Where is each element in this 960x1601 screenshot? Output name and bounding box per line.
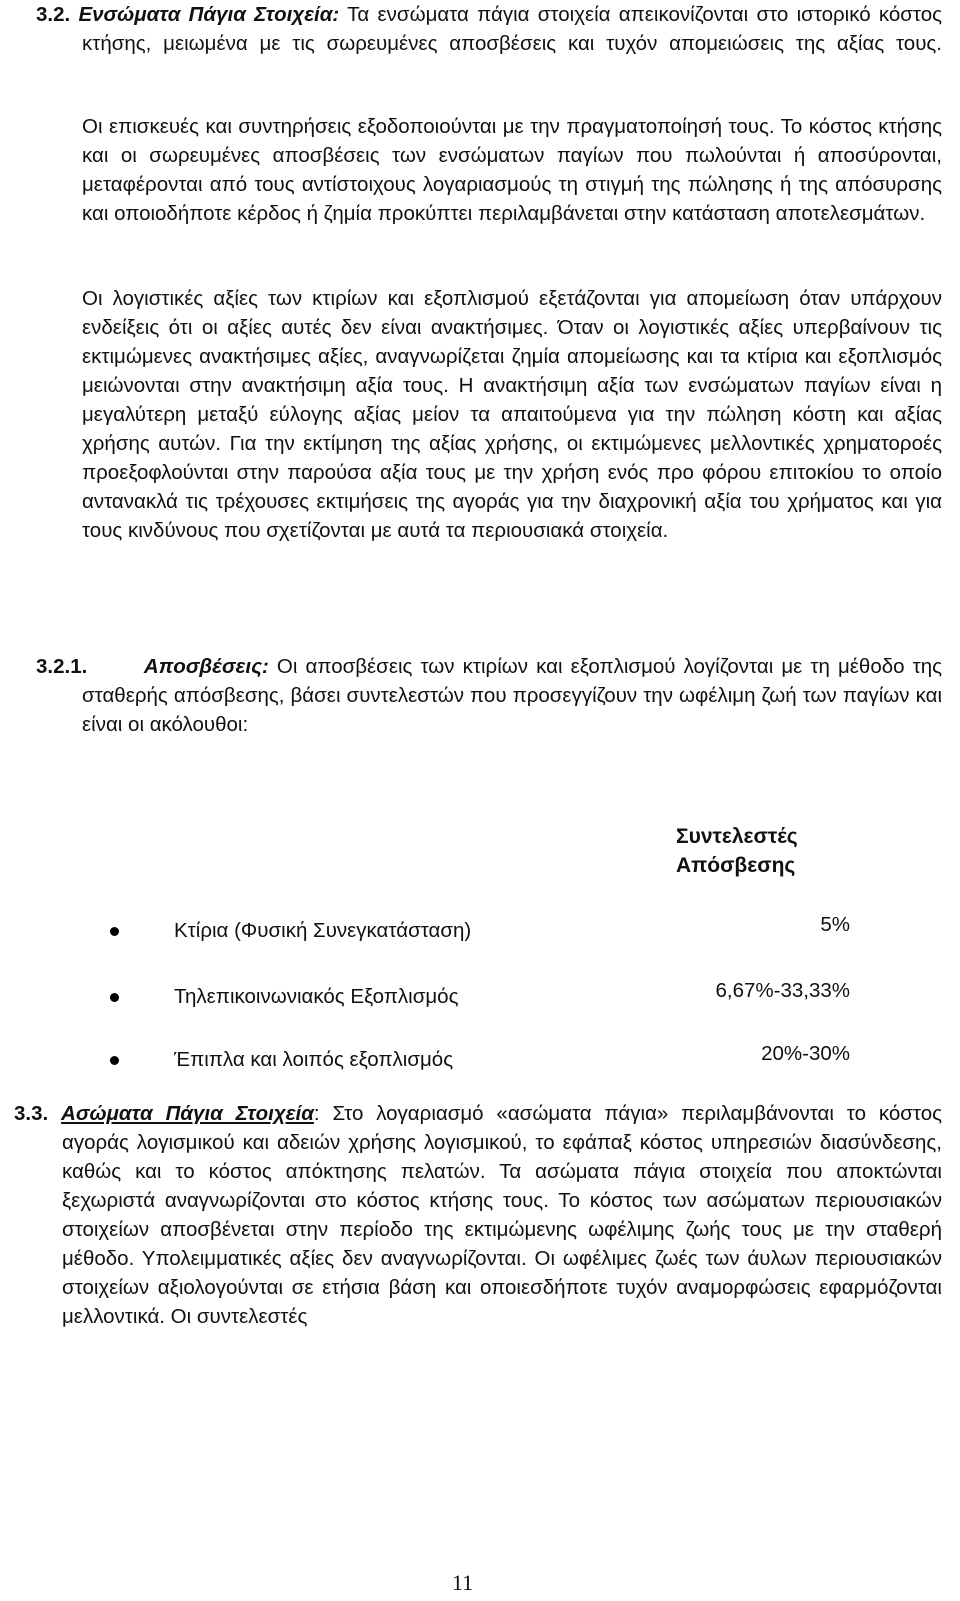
rates-column-header bbox=[676, 822, 876, 880]
section-text: Στο λογαριασμό «ασώματα πάγια» περιλαμβάνονται το κόστος αγοράς λογισμικού και αδειών χρήσης λογισμικού, το εφάπαξ κόστος υπηρεσιών διασύνδεσης, καθώς και το κόστος απόκτησης πελατών. Τα ασώματα πάγια στοιχεία που αποκτώνται ξεχωριστά αναγνωρίζονται στο κόστος κτήσης τους. Το κόστος των ασώματων περιουσιακών στοιχείων αποσβένεται στην περίοδο της εκτιμώμενης ωφέλιμης ζωής τους με την σταθερή μέθοδο. Υπολειμματικές αξίες δεν αναγνωρίζονται. Οι ωφέλιμες ζωές των άυλων περιουσιακών στοιχείων αξιολογούνται σε ετήσια βάση και οποιεσδήποτε τυχόν αναμορφώσεις εφαρμόζονται μελλοντικά. Οι συντελεστές bbox=[62, 1102, 942, 1328]
section-3-2-intro bbox=[36, 0, 942, 58]
rate-value: 5% bbox=[820, 913, 850, 936]
section-title: Ασώματα Πάγια Στοιχεία bbox=[61, 1102, 314, 1125]
subsection-title: Αποσβέσεις: bbox=[143, 655, 269, 678]
section-title-colon: : bbox=[313, 1102, 320, 1125]
section-3-3 bbox=[14, 1099, 942, 1331]
subsection-number: 3.2.1. bbox=[36, 655, 88, 678]
section-3-2-1 bbox=[36, 652, 942, 739]
rate-row-furniture bbox=[110, 1042, 850, 1075]
rate-label: Τηλεπικοινωνιακός Εξοπλισμός bbox=[174, 985, 459, 1008]
rate-label: Κτίρια (Φυσική Συνεγκατάσταση) bbox=[174, 919, 472, 942]
page-number: 11 bbox=[452, 1570, 474, 1595]
rate-row-buildings bbox=[110, 913, 850, 946]
rate-row-telecom-equipment bbox=[110, 979, 850, 1012]
rates-header-line1: Συντελεστές bbox=[676, 825, 798, 848]
section-number: 3.2. bbox=[36, 3, 71, 26]
impairment-paragraph: Οι λογιστικές αξίες των κτιρίων και εξοπλισμού εξετάζονται για απομείωση όταν υπάρχουν ενδείξεις ότι οι αξίες αυτές δεν είναι ανακτήσιμες. Όταν οι λογιστικές αξίες υπερβαίνουν τις εκτιμώμενες ανακτήσιμες αξίες, αναγνωρίζεται ζημία απομείωσης και τα κτίρια και εξοπλισμός μειώνονται στην ανακτήσιμη αξία τους. Η ανακτήσιμη αξία των ενσώματων παγίων είναι η μεγαλύτερη μεταξύ εύλογης αξίας μείον τα απαιτούμενα για την πώληση κόστη και αξίας χρήσης αυτών. Για την εκτίμηση της αξίας χρήσης, οι εκτιμώμενες μελλοντικές χρηματοροές προεξοφλούνται στην παρούσα αξία τους με την χρήση ενός προ φόρου επιτοκίου το οποίο αντανακλά τις τρέχουσες εκτιμήσεις της αγοράς για την διαχρονική αξία του χρήματος και για τους κινδύνους που σχετίζονται με αυτά τα περιουσιακά στοιχεία. bbox=[82, 287, 942, 542]
rate-value: 20%-30% bbox=[761, 1042, 850, 1065]
bullet-icon bbox=[110, 993, 119, 1002]
section-intro-text: Τα ενσώματα πάγια στοιχεία απεικονίζονται στο ιστορικό κόστος κτήσης, μειωμένα με τις σωρευμένες αποσβέσεις και τυχόν απομειώσεις της αξίας τους. bbox=[82, 3, 942, 55]
section-title: Ενσώματα Πάγια Στοιχεία: bbox=[78, 3, 340, 26]
rates-header-line2: Απόσβεσης bbox=[676, 854, 796, 877]
repairs-paragraph: Οι επισκευές και συντηρήσεις εξοδοποιούνται με την πραγματοποίησή τους. Το κόστος κτήσης και οι σωρευμένες αποσβέσεις των ενσώματων παγίων που πωλούνται ή αποσύρονται, μεταφέρονται από τους αντίστοιχους λογαριασμούς τη στιγμή της πώλησης ή της απόσυρσης και οποιοδήποτε κέρδος ή ζημία προκύπτει περιλαμβάνεται στην κατάσταση αποτελεσμάτων. bbox=[82, 115, 942, 225]
rate-value: 6,67%-33,33% bbox=[715, 979, 850, 1002]
rate-label: Έπιπλα και λοιπός εξοπλισμός bbox=[174, 1048, 454, 1071]
subsection-text: Οι αποσβέσεις των κτιρίων και εξοπλισμού λογίζονται με τη μέθοδο της σταθερής απόσβεσης, βάσει συντελεστών που προσεγγίζουν την ωφέλιμη ζωή των παγίων και είναι οι ακόλουθοι: bbox=[82, 655, 942, 736]
bullet-icon bbox=[110, 1056, 119, 1065]
bullet-icon bbox=[110, 927, 119, 936]
section-number: 3.3. bbox=[14, 1102, 49, 1125]
